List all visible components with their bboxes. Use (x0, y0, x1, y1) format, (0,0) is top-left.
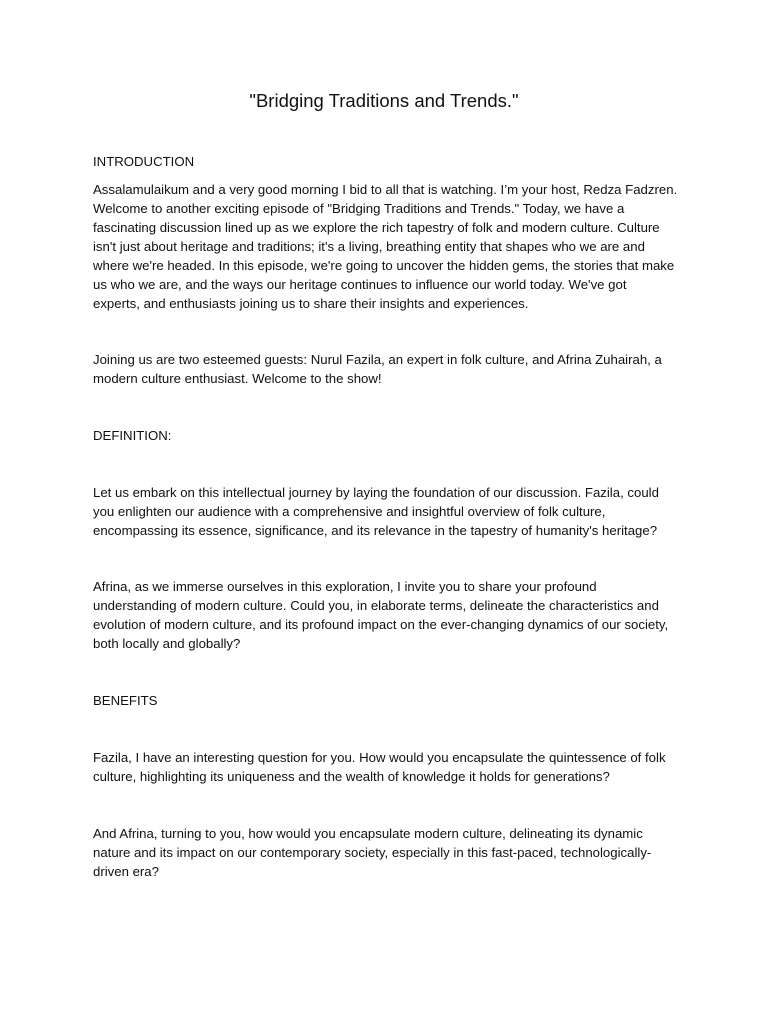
text-line: where we're headed. In this episode, we're going to uncover the hidden gems, the stories that make (93, 258, 675, 273)
benefits-paragraph-1 (93, 748, 683, 786)
text-line: nature and its impact on our contemporary society, especially in this fast-paced, technologically- (93, 845, 652, 860)
text-line: culture, highlighting its uniqueness and the wealth of knowledge it holds for generations? (93, 769, 610, 784)
text-line: Welcome to another exciting episode of "Bridging Traditions and Trends." Today, we have a (93, 201, 625, 216)
text-line: understanding of modern culture. Could you, in elaborate terms, delineate the characteristics and (93, 598, 659, 613)
section-heading-definition: DEFINITION: (93, 428, 172, 443)
text-line: Let us embark on this intellectual journey by laying the foundation of our discussion. Fazila, could (93, 485, 659, 500)
text-line: you enlighten our audience with a comprehensive and insightful overview of folk culture, (93, 504, 606, 519)
text-line: Assalamulaikum and a very good morning I bid to all that is watching. I’m your host, Redza Fadzren. (93, 182, 678, 197)
text-line: isn't just about heritage and traditions; it's a living, breathing entity that shapes who we are and (93, 239, 645, 254)
introduction-paragraph-1 (93, 180, 683, 313)
text-line: And Afrina, turning to you, how would you encapsulate modern culture, delineating its dynamic (93, 826, 643, 841)
definition-paragraph-1 (93, 483, 683, 540)
introduction-paragraph-2 (93, 350, 683, 388)
definition-paragraph-2 (93, 577, 683, 653)
document-title: "Bridging Traditions and Trends." (249, 90, 519, 111)
benefits-paragraph-2 (93, 824, 683, 881)
text-line: both locally and globally? (93, 636, 241, 651)
text-line: evolution of modern culture, and its profound impact on the ever-changing dynamics of our society, (93, 617, 669, 632)
text-line: Joining us are two esteemed guests: Nurul Fazila, an expert in folk culture, and Afrina Zuhairah, a (93, 352, 662, 367)
text-line: Afrina, as we immerse ourselves in this exploration, I invite you to share your profound (93, 579, 597, 594)
text-line: encompassing its essence, significance, and its relevance in the tapestry of humanity's heritage? (93, 523, 658, 538)
text-line: Fazila, I have an interesting question for you. How would you encapsulate the quintessence of folk (93, 750, 666, 765)
text-line: fascinating discussion lined up as we explore the rich tapestry of folk and modern culture. Culture (93, 220, 660, 235)
text-line: modern culture enthusiast. Welcome to the show! (93, 371, 382, 386)
text-line: us who we are, and the ways our heritage continues to influence our world today. We've got (93, 277, 627, 292)
text-line: driven era? (93, 864, 159, 879)
section-heading-benefits: BENEFITS (93, 693, 158, 708)
text-line: experts, and enthusiasts joining us to share their insights and experiences. (93, 296, 529, 311)
section-heading-introduction: INTRODUCTION (93, 154, 195, 169)
